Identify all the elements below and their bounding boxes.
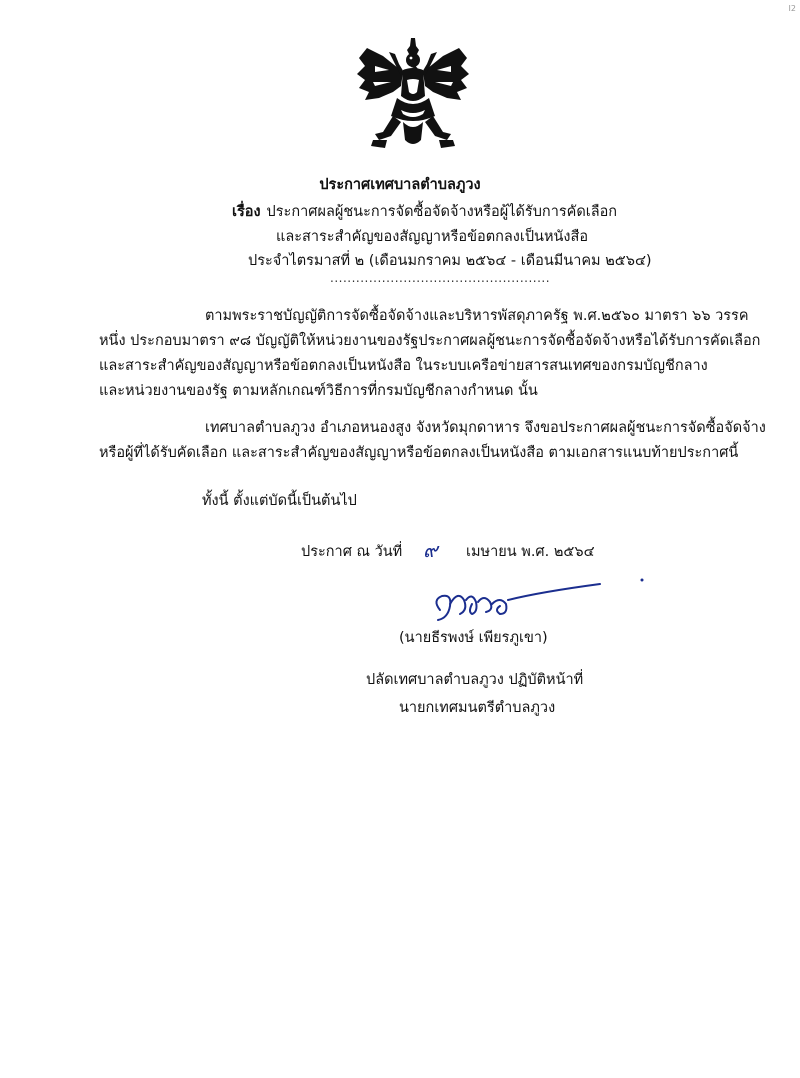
date-day-handwritten: ๙ [423, 538, 438, 562]
announcement-date [301, 540, 595, 563]
corner-mark: Ι2 [788, 4, 796, 13]
separator-dots: ................................................... [330, 271, 551, 285]
body-line-1: ตามพระราชบัญญัติการจัดซื้อจัดจ้างและบริหารพัสดุภาครัฐ พ.ศ.๒๕๖๐ มาตรา ๖๖ วรรค [205, 308, 749, 324]
body-line-5: เทศบาลตำบลภูวง อำเภอหนองสูง จังหวัดมุกดาหาร จึงขอประกาศผลผู้ชนะการจัดซื้อจัดจ้าง [205, 420, 766, 436]
body-line-2: หนึ่ง ประกอบมาตรา ๙๘ บัญญัติให้หน่วยงานของรัฐประกาศผลผู้ชนะการจัดซื้อจัดจ้างหรือได้รับการคัดเลือก [99, 333, 761, 349]
date-prefix: ประกาศ ณ วันที่ [301, 544, 403, 560]
subject-line-2: และสาระสำคัญของสัญญาหรือข้อตกลงเป็นหนังสือ [276, 229, 589, 245]
signer-role: นายกเทศมนตรีตำบลภูวง [399, 700, 556, 716]
date-month-year: เมษายน พ.ศ. ๒๕๖๔ [466, 544, 595, 560]
subject-label: เรื่อง [232, 204, 261, 220]
signer-position: ปลัดเทศบาลตำบลภูวง ปฏิบัติหน้าที่ [366, 672, 584, 688]
garuda-emblem-icon [353, 36, 473, 156]
handwritten-signature [420, 570, 660, 630]
signer-name: (นายธีรพงษ์ เพียรภูเขา) [399, 630, 548, 646]
announcement-title: ประกาศเทศบาลตำบลภูวง [319, 177, 481, 193]
body-line-6: หรือผู้ที่ได้รับคัดเลือก และสาระสำคัญของสัญญาหรือข้อตกลงเป็นหนังสือ ตามเอกสารแนบท้ายประกาศนี้ [99, 445, 739, 461]
body-line-4: และหน่วยงานของรัฐ ตามหลักเกณฑ์วิธีการที่กรมบัญชีกลางกำหนด นั้น [99, 383, 538, 399]
subject-line-1 [232, 200, 617, 223]
body-line-3: และสาระสำคัญของสัญญาหรือข้อตกลงเป็นหนังสือ ในระบบเครือข่ายสารสนเทศของกรมบัญชีกลาง [99, 358, 708, 374]
subject-text-1: ประกาศผลผู้ชนะการจัดซื้อจัดจ้างหรือผู้ได้รับการคัดเลือก [266, 204, 618, 220]
body-line-7: ทั้งนี้ ตั้งแต่บัดนี้เป็นต้นไป [202, 493, 357, 509]
subject-line-3: ประจำไตรมาสที่ ๒ (เดือนมกราคม ๒๕๖๔ - เดือนมีนาคม ๒๕๖๔) [248, 253, 652, 269]
